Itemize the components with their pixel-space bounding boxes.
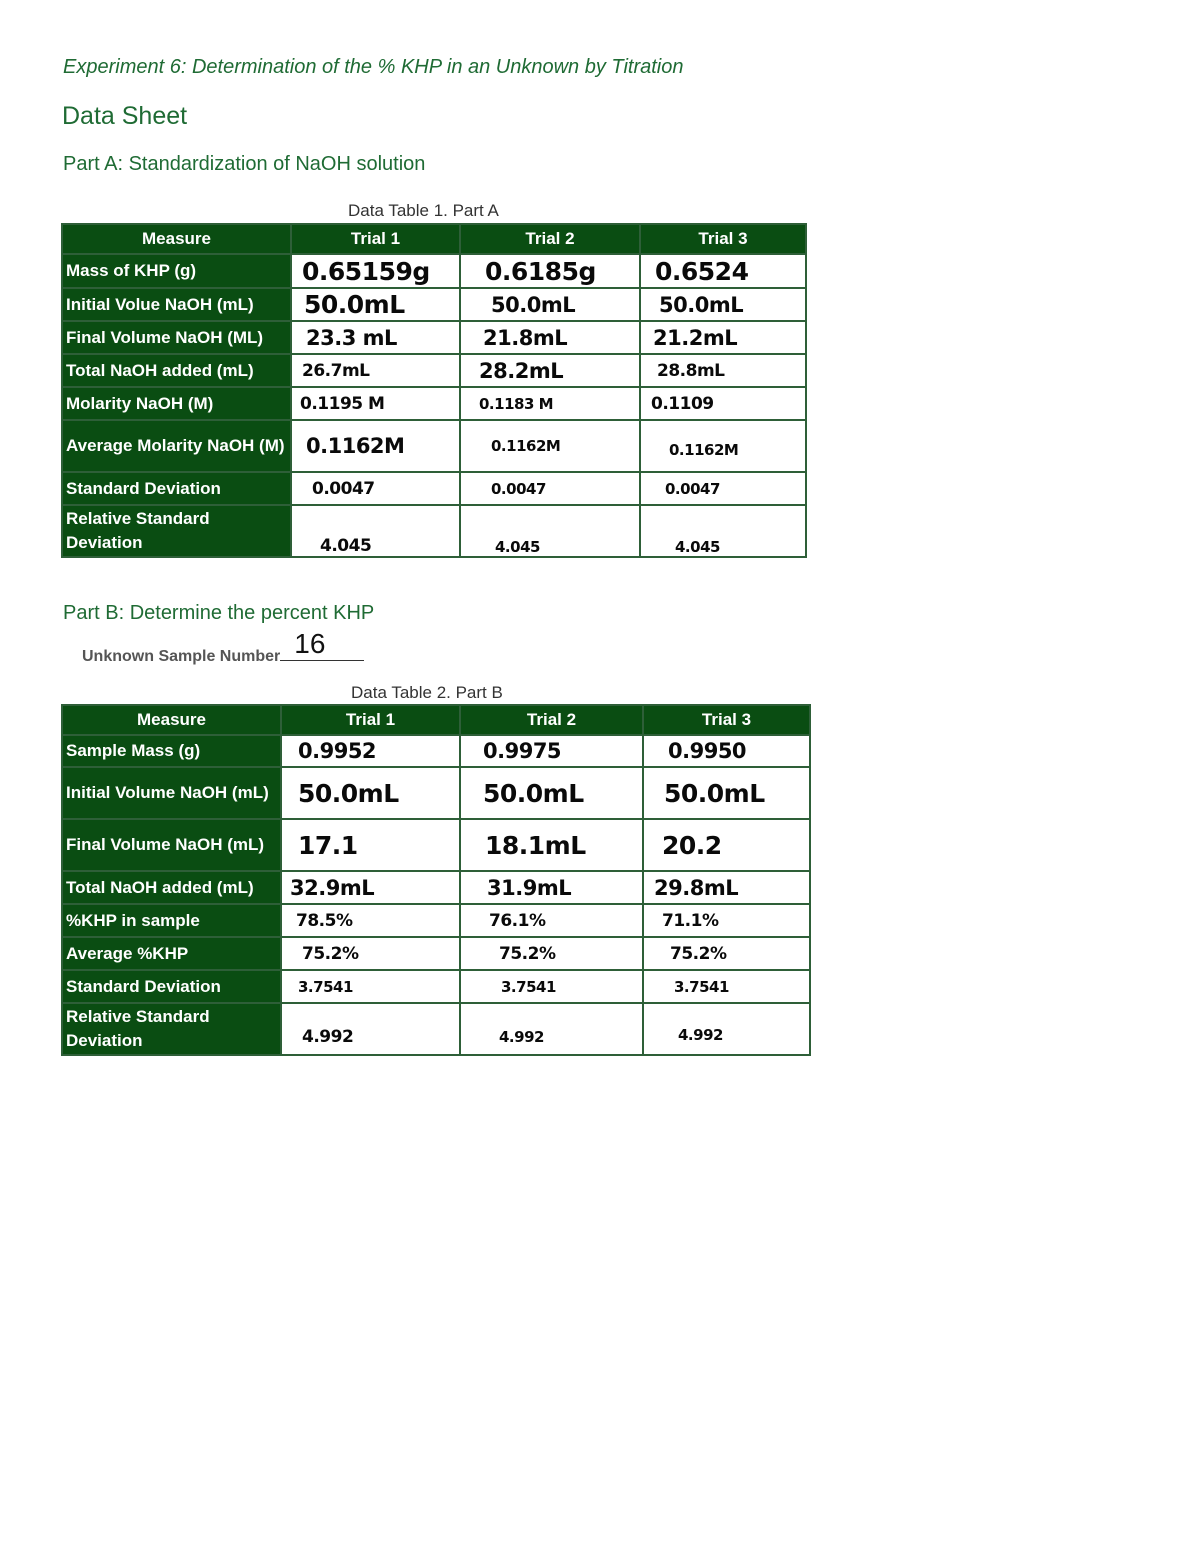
cell-value: 4.992	[643, 1003, 810, 1055]
cell-value: 29.8mL	[643, 871, 810, 904]
cell-value: 31.9mL	[460, 871, 643, 904]
table-row	[62, 505, 806, 557]
row-label: Average Molarity NaOH (M)	[62, 420, 291, 472]
cell-value: 0.1162M	[291, 420, 460, 472]
row-label: Final Volume NaOH (mL)	[62, 819, 281, 871]
table-row	[62, 1003, 810, 1055]
row-label: Total NaOH added (mL)	[62, 871, 281, 904]
table-row	[62, 767, 810, 819]
unknown-sample-label: Unknown Sample Number	[82, 648, 281, 665]
cell-value: 4.992	[460, 1003, 643, 1055]
cell-value: 0.9952	[281, 735, 460, 767]
cell-value: 0.6185g	[460, 254, 640, 288]
header-measure: Measure	[62, 705, 281, 735]
row-label: Standard Deviation	[62, 472, 291, 505]
table-row	[62, 937, 810, 970]
cell-value: 71.1%	[643, 904, 810, 937]
table-row	[62, 735, 810, 767]
cell-value: 0.1195 M	[291, 387, 460, 420]
cell-value: 50.0mL	[640, 288, 806, 321]
cell-value: 50.0mL	[460, 767, 643, 819]
unknown-sample-line	[280, 628, 364, 661]
data-table-2	[61, 704, 811, 1056]
cell-value: 20.2	[643, 819, 810, 871]
cell-value: 28.8mL	[640, 354, 806, 387]
header-trial-1: Trial 1	[281, 705, 460, 735]
table-row	[62, 354, 806, 387]
row-label: Relative Standard Deviation	[62, 505, 291, 557]
row-label: Average %KHP	[62, 937, 281, 970]
row-label: Total NaOH added (mL)	[62, 354, 291, 387]
cell-value: 28.2mL	[460, 354, 640, 387]
row-label: Relative Standard Deviation	[62, 1003, 281, 1055]
cell-value: 75.2%	[643, 937, 810, 970]
cell-value: 0.65159g	[291, 254, 460, 288]
header-trial-2: Trial 2	[460, 705, 643, 735]
cell-value: 32.9mL	[281, 871, 460, 904]
header-trial-2: Trial 2	[460, 224, 640, 254]
cell-value: 4.045	[460, 505, 640, 557]
cell-value: 0.0047	[460, 472, 640, 505]
cell-value: 0.9950	[643, 735, 810, 767]
header-measure: Measure	[62, 224, 291, 254]
cell-value: 23.3 mL	[291, 321, 460, 354]
table-header-row	[62, 224, 806, 254]
data-table-1	[61, 223, 807, 558]
cell-value: 3.7541	[643, 970, 810, 1003]
cell-value: 4.045	[291, 505, 460, 557]
cell-value: 50.0mL	[281, 767, 460, 819]
cell-value: 0.0047	[291, 472, 460, 505]
table-row	[62, 321, 806, 354]
cell-value: 4.045	[640, 505, 806, 557]
row-label: Mass of KHP (g)	[62, 254, 291, 288]
table-2-caption: Data Table 2. Part B	[351, 683, 503, 702]
cell-value: 0.1162M	[460, 420, 640, 472]
header-trial-1: Trial 1	[291, 224, 460, 254]
part-b-heading: Part B: Determine the percent KHP	[63, 602, 375, 624]
table-row	[62, 254, 806, 288]
row-label: Final Volume NaOH (ML)	[62, 321, 291, 354]
header-trial-3: Trial 3	[643, 705, 810, 735]
document-title: Experiment 6: Determination of the % KHP in an Unknown by Titration	[63, 56, 684, 78]
row-label: Standard Deviation	[62, 970, 281, 1003]
table-row	[62, 819, 810, 871]
table-header-row	[62, 705, 810, 735]
cell-value: 21.8mL	[460, 321, 640, 354]
table-row	[62, 387, 806, 420]
cell-value: 0.0047	[640, 472, 806, 505]
table-row	[62, 970, 810, 1003]
cell-value: 75.2%	[460, 937, 643, 970]
table-row	[62, 472, 806, 505]
part-a-heading: Part A: Standardization of NaOH solution	[63, 153, 426, 175]
cell-value: 3.7541	[460, 970, 643, 1003]
cell-value: 0.1109	[640, 387, 806, 420]
data-sheet-heading: Data Sheet	[62, 102, 188, 130]
unknown-sample-value: 16	[294, 628, 326, 659]
cell-value: 0.1162M	[640, 420, 806, 472]
cell-value: 50.0mL	[643, 767, 810, 819]
cell-value: 17.1	[281, 819, 460, 871]
cell-value: 0.1183 M	[460, 387, 640, 420]
table-row	[62, 871, 810, 904]
row-label: Initial Volume NaOH (mL)	[62, 767, 281, 819]
cell-value: 3.7541	[281, 970, 460, 1003]
cell-value: 21.2mL	[640, 321, 806, 354]
cell-value: 18.1mL	[460, 819, 643, 871]
cell-value: 78.5%	[281, 904, 460, 937]
cell-value: 50.0mL	[291, 288, 460, 321]
table-1-caption: Data Table 1. Part A	[348, 201, 499, 220]
table-row	[62, 420, 806, 472]
row-label: %KHP in sample	[62, 904, 281, 937]
cell-value: 0.6524	[640, 254, 806, 288]
cell-value: 4.992	[281, 1003, 460, 1055]
unknown-sample-number	[82, 628, 364, 666]
row-label: Initial Volue NaOH (mL)	[62, 288, 291, 321]
table-row	[62, 904, 810, 937]
row-label: Sample Mass (g)	[62, 735, 281, 767]
cell-value: 75.2%	[281, 937, 460, 970]
cell-value: 26.7mL	[291, 354, 460, 387]
cell-value: 76.1%	[460, 904, 643, 937]
header-trial-3: Trial 3	[640, 224, 806, 254]
cell-value: 0.9975	[460, 735, 643, 767]
row-label: Molarity NaOH (M)	[62, 387, 291, 420]
table-row	[62, 288, 806, 321]
cell-value: 50.0mL	[460, 288, 640, 321]
